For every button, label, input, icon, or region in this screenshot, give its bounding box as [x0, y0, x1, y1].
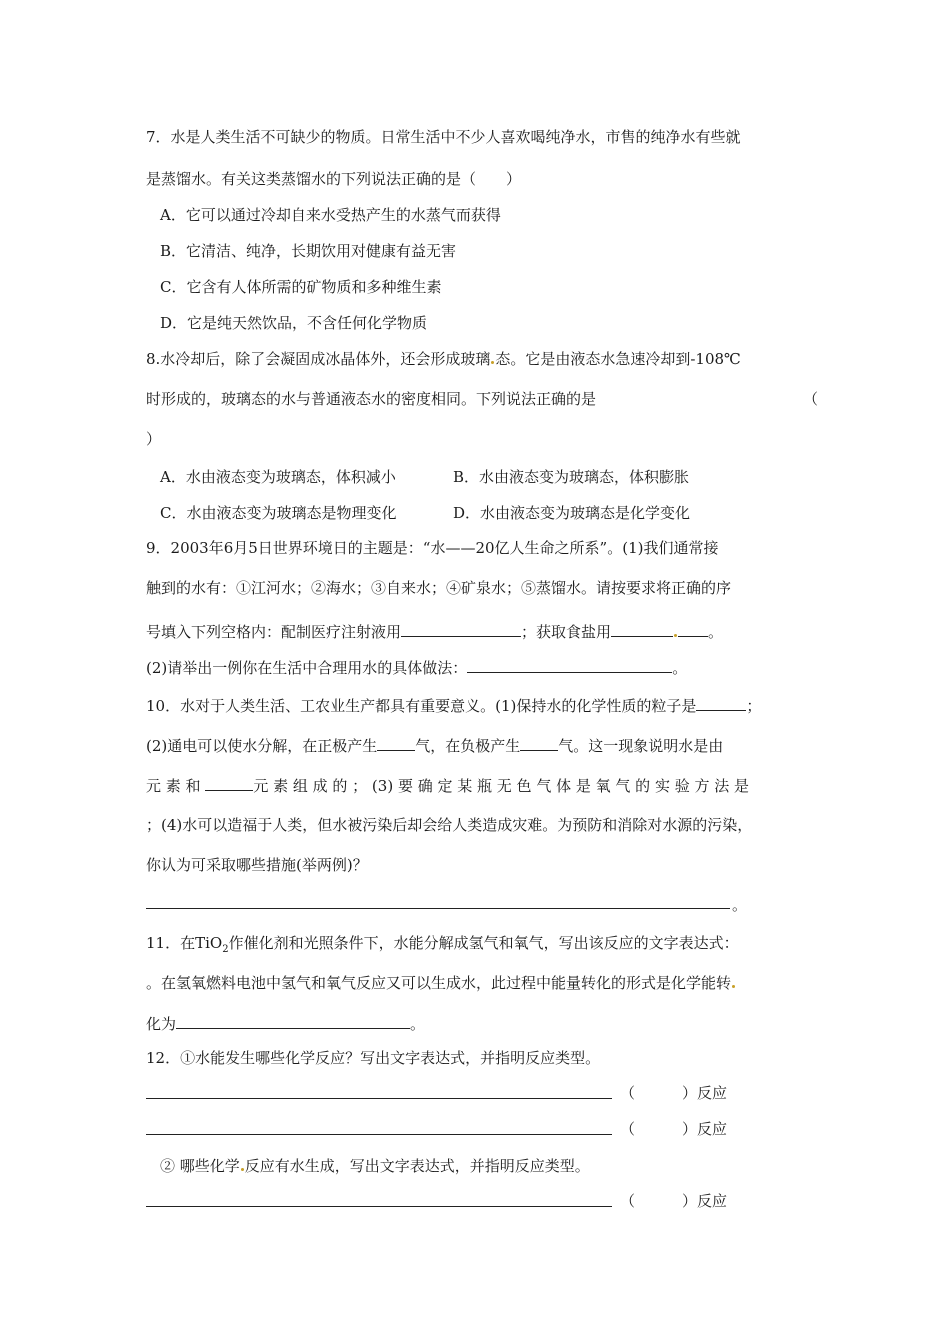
- q8-option-c: C．水由液态变为玻璃态是物理变化: [160, 504, 397, 522]
- q11-subscript: 2: [222, 944, 229, 955]
- q12-type-paren-open-2: （: [620, 1120, 636, 1138]
- q9-stem-line4: [146, 656, 818, 678]
- q10-stem-line1: [146, 694, 818, 716]
- q11-line3-text: 化为: [146, 1015, 177, 1033]
- q9-blank-salt-b[interactable]: [678, 620, 708, 637]
- q9-stem-line3: [146, 620, 818, 642]
- q7-stem-line1: 7．水是人类生活不可缺少的物质。日常生活中不少人喜欢喝纯净水，市售的纯净水有些就: [146, 128, 741, 146]
- q12-type-label-1: ）反应: [682, 1084, 728, 1102]
- q12-answer-line-3[interactable]: [146, 1206, 612, 1207]
- q12-type-label-2: ）反应: [682, 1120, 728, 1138]
- q10-line1-text: 10．水对于人类生活、工农业生产都具有重要意义。(1)保持水的化学性质的粒子是: [146, 697, 697, 715]
- q12-type-paren-open-1: （: [620, 1084, 636, 1102]
- q11-stem-line3: [146, 1012, 818, 1034]
- q12-answer-line-1[interactable]: [146, 1098, 612, 1099]
- q12-answer-line-2[interactable]: [146, 1134, 612, 1135]
- q9-blank-salt-a[interactable]: [611, 620, 673, 637]
- q7-stem-line2: 是蒸馏水。有关这类蒸馏水的下列说法正确的是（ ）: [146, 170, 522, 188]
- q7-option-a: A．它可以通过冷却自来水受热产生的水蒸气而获得: [160, 206, 501, 224]
- q12-type-paren-open-3: （: [620, 1192, 636, 1210]
- q12-line2-rest: 反应有水生成，写出文字表达式，并指明反应类型。: [244, 1157, 590, 1175]
- q10-blank-negative-gas[interactable]: [520, 734, 558, 751]
- q12-line2-text: ② 哪些化学: [160, 1157, 240, 1175]
- q8-stem-line2-text: 时形成的，玻璃态的水与普通液态水的密度相同。下列说法正确的是: [146, 390, 597, 408]
- q8-options-row1: [160, 467, 818, 487]
- q10-stem-line4: ；(4)水可以造福于人类，但水被污染后却会给人类造成灾难。为预防和消除对水源的污染，: [146, 816, 753, 834]
- q9-blank-water-use[interactable]: [467, 656, 672, 673]
- q8-stem-line1a: 8.水冷却后，除了会凝固成冰晶体外，还会形成玻璃: [146, 350, 491, 368]
- q10-blank-particle[interactable]: [696, 694, 746, 711]
- q9-line3-mid: ；获取食盐用: [521, 623, 612, 641]
- q8-options-row2: [160, 503, 818, 523]
- q8-option-d: D．水由液态变为玻璃态是化学变化: [453, 504, 691, 522]
- q11-line3-end: 。: [410, 1015, 426, 1033]
- q11-blank-energy[interactable]: [176, 1012, 410, 1029]
- q8-answer-paren-close: ）: [146, 430, 162, 448]
- q9-line4-end: 。: [672, 659, 688, 677]
- mark-dot: [674, 634, 677, 637]
- q10-line2-mid: 气，在负极产生: [415, 737, 521, 755]
- q8-stem-line2: [146, 389, 818, 409]
- q10-answer-end: 。: [732, 896, 748, 914]
- q10-line2-end: 气。这一现象说明水是由: [558, 737, 724, 755]
- q7-option-c: C．它含有人体所需的矿物质和多种维生素: [160, 278, 442, 296]
- q10-answer-line[interactable]: [146, 908, 730, 909]
- q12-stem-line2: [160, 1156, 818, 1176]
- q9-stem-line2: 触到的水有：①江河水；②海水；③自来水；④矿泉水；⑤蒸馏水。请按要求将正确的序: [146, 579, 732, 597]
- q9-line4-text: (2)请举出一例你在生活中合理用水的具体做法：: [146, 659, 468, 677]
- q9-blank-injection[interactable]: [401, 620, 521, 637]
- q12-stem-line1: 12．①水能发生哪些化学反应？写出文字表达式，并指明反应类型。: [146, 1049, 601, 1067]
- q9-stem-line1: 9．2003年6月5日世界环境日的主题是：“水——20亿人生命之所系”。(1)我们通常接: [146, 539, 719, 557]
- q8-answer-paren-open: （: [802, 390, 818, 408]
- q11-line1-text: 11．在TiO: [146, 934, 223, 952]
- q9-line3-text: 号填入下列空格内：配制医疗注射液用: [146, 623, 402, 641]
- q9-line3-end: 。: [708, 623, 724, 641]
- mark-dot: [732, 985, 735, 988]
- q10-line3-text: 元 素 和: [146, 777, 201, 795]
- q7-option-b: B．它清洁、纯净，长期饮用对健康有益无害: [160, 242, 457, 260]
- q7-option-d: D．它是纯天然饮品，不含任何化学物质: [160, 314, 428, 332]
- q8-option-b: B．水由液态变为玻璃态，体积膨胀: [453, 468, 690, 486]
- q11-line1-rest: 作催化剂和光照条件下，水能分解成氢气和氧气，写出该反应的文字表达式：: [228, 934, 739, 952]
- q10-blank-element[interactable]: [205, 774, 253, 791]
- q10-line3-rest: 元 素 组 成 的 ； (3) 要 确 定 某 瓶 无 色 气 体 是 氧 气 的 实 验 方 法 是: [253, 777, 750, 795]
- q8-stem-line1b: 态。它是由液态水急速冷却到-108℃: [495, 350, 741, 368]
- q12-type-label-3: ）反应: [682, 1192, 728, 1210]
- q11-stem-line1: [146, 933, 818, 960]
- mark-dot: [241, 1168, 244, 1171]
- q11-line2-text: 。在氢氧燃料电池中氢气和氧气反应又可以生成水，此过程中能量转化的形式是化学能转: [146, 974, 732, 992]
- q10-stem-line2: [146, 734, 818, 756]
- q10-line1-end: ；: [746, 697, 762, 715]
- q10-stem-line3: [146, 774, 818, 796]
- q10-stem-line5: 你认为可采取哪些措施(举两例)？: [146, 856, 368, 874]
- q10-blank-positive-gas[interactable]: [377, 734, 415, 751]
- mark-dot: [491, 361, 494, 364]
- q8-option-a: A．水由液态变为玻璃态，体积减小: [160, 468, 396, 486]
- q10-line2-text: (2)通电可以使水分解，在正极产生: [146, 737, 378, 755]
- q8-stem-line1: [146, 349, 818, 369]
- q11-stem-line2: [146, 973, 818, 993]
